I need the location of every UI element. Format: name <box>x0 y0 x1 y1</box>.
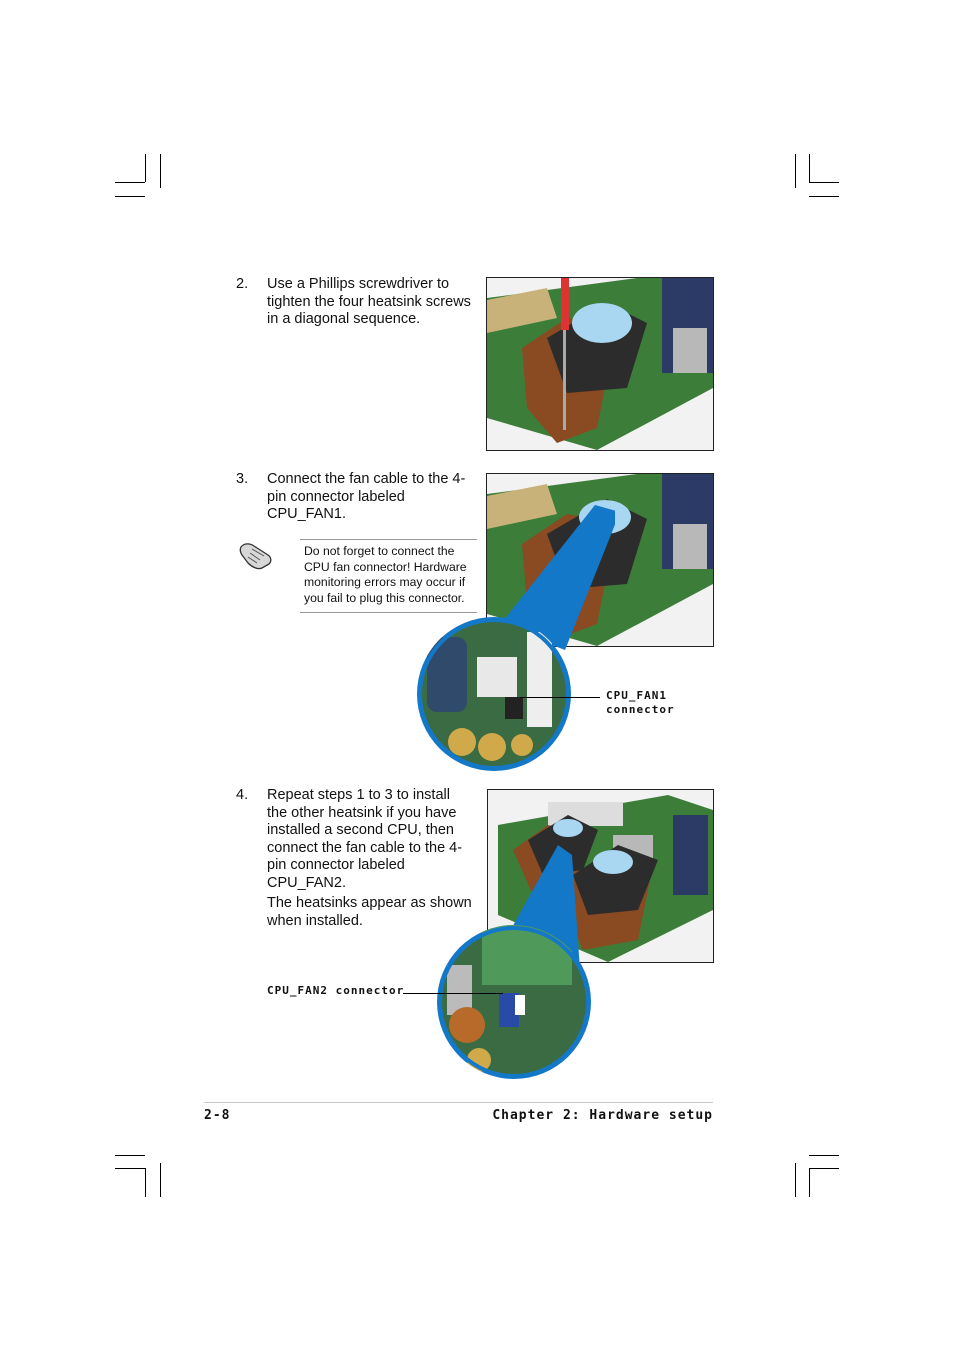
chapter-title: Chapter 2: Hardware setup <box>492 1108 713 1123</box>
page-number: 2-8 <box>204 1108 231 1123</box>
cpu-fan2-leader-line <box>403 993 503 994</box>
step-4-number: 4. <box>236 787 249 803</box>
step-2-text: Use a Phillips screwdriver to tighten the four heatsink screws in a diagonal sequence. <box>267 276 471 327</box>
step-4-extra-text: The heatsinks appear as shown when installed. <box>267 895 472 929</box>
step-2-number: 2. <box>236 276 249 292</box>
cpu-fan1-label-line1: CPU_FAN1 <box>606 689 667 702</box>
pointing-hand-icon <box>238 537 278 571</box>
cpu-fan2-closeup <box>437 925 591 1079</box>
step-3-number: 3. <box>236 471 249 487</box>
cpu-fan1-leader-line <box>520 697 600 698</box>
step-3-text: Connect the fan cable to the 4-pin connector labeled CPU_FAN1. <box>267 471 466 522</box>
step-4-text: Repeat steps 1 to 3 to install the other heatsink if you have installed a second CPU, then connect the fan cable to the 4-pin connector labeled CPU_FAN2. <box>267 787 463 891</box>
cpu-fan1-closeup <box>417 617 571 771</box>
cpu-fan1-label-line2: connector <box>606 703 675 716</box>
cpu-fan2-label: CPU_FAN2 connector <box>267 984 405 997</box>
footer-rule <box>204 1102 713 1103</box>
screwdriver-heatsink-photo <box>486 277 714 451</box>
note-text: Do not forget to connect the CPU fan connector! Hardware monitoring errors may occur if you fail to plug this connector. <box>304 544 467 605</box>
